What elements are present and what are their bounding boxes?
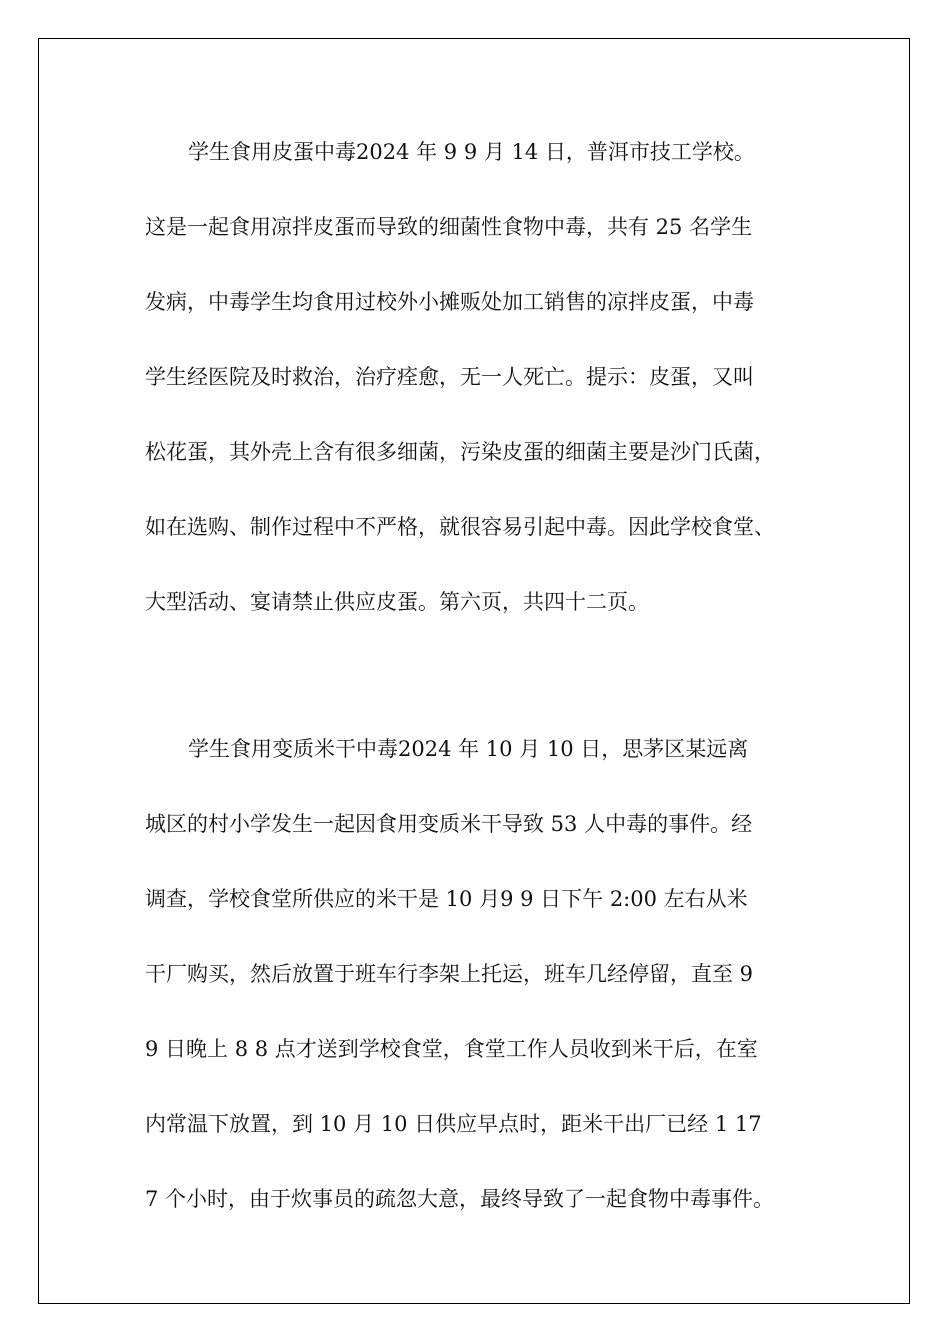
text-line: 调查，学校食堂所供应的米干是 10 月9 9 日下午 2:00 左右从米 (145, 887, 748, 911)
text-line: 内常温下放置，到 10 月 10 日供应早点时，距米干出厂已经 1 17 (145, 1112, 762, 1136)
text-line: 学生经医院及时救治，治疗痊愈，无一人死亡。提示：皮蛋，又叫 (145, 365, 754, 389)
text-line: 7 个小时，由于炊事员的疏忽大意，最终导致了一起食物中毒事件。 (145, 1187, 775, 1211)
text-line: 学生食用皮蛋中毒2024 年 9 9 月 14 日，普洱市技工学校。 (188, 140, 755, 164)
text-line: 学生食用变质米干中毒2024 年 10 月 10 日，思茅区某远离 (188, 737, 749, 761)
text-line: 大型活动、宴请禁止供应皮蛋。第六页，共四十二页。 (145, 590, 649, 614)
text-line: 干厂购买，然后放置于班车行李架上托运，班车几经停留，直至 9 (145, 962, 754, 986)
text-line: 松花蛋，其外壳上含有很多细菌，污染皮蛋的细菌主要是沙门氏菌， (145, 440, 775, 464)
text-line: 9 日晚上 8 8 点才送到学校食堂，食堂工作人员收到米干后，在室 (145, 1037, 758, 1061)
text-line: 这是一起食用凉拌皮蛋而导致的细菌性食物中毒，共有 25 名学生 (145, 215, 753, 239)
text-line: 如在选购、制作过程中不严格，就很容易引起中毒。因此学校食堂、 (145, 515, 775, 539)
text-line: 发病，中毒学生均食用过校外小摊贩处加工销售的凉拌皮蛋，中毒 (145, 290, 754, 314)
text-line: 城区的村小学发生一起因食用变质米干导致 53 人中毒的事件。经 (145, 812, 753, 836)
